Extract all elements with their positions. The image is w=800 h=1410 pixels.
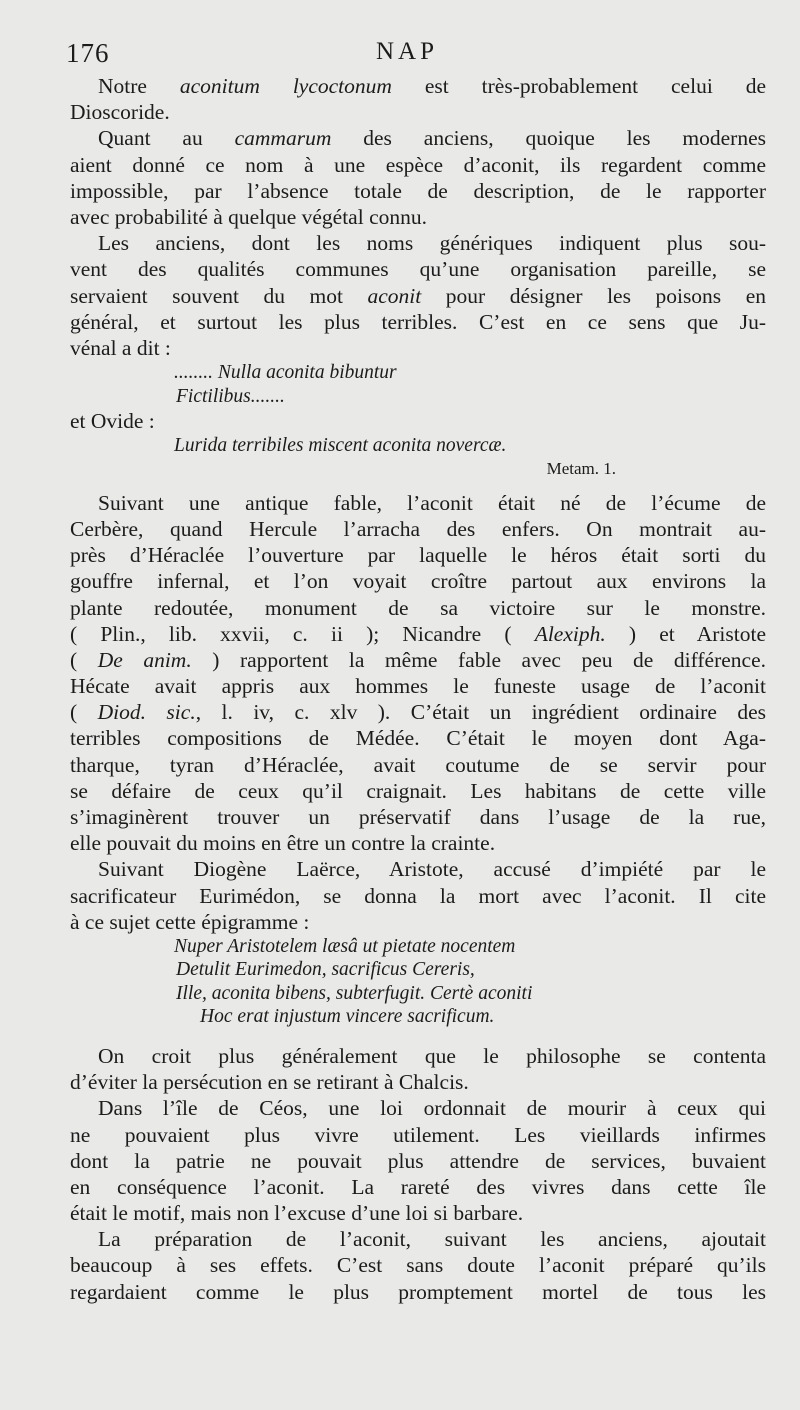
text-line: avec probabilité à quelque végétal connu. bbox=[70, 204, 427, 229]
text-line: regardaient comme le plus promptement mortel de tous les bbox=[70, 1279, 766, 1304]
text-line: Hécate avait appris aux hommes le funeste usage de l’aconit bbox=[70, 674, 766, 699]
text-line: Suivant une antique fable, l’aconit était né de l’écume de bbox=[98, 490, 766, 515]
text-line: sacrificateur Eurimédon, se donna la mort avec l’aconit. Il cite bbox=[70, 883, 766, 908]
text-line: beaucoup à ses effets. C’est sans doute l’aconit préparé qu’ils bbox=[70, 1253, 766, 1278]
text-line: était le motif, mais non l’excuse d’une loi si barbare. bbox=[70, 1201, 524, 1226]
text-line: vénal a dit : bbox=[70, 335, 171, 360]
verse-line: Lurida terribiles miscent aconita novercæ. bbox=[174, 435, 507, 457]
text-line: elle pouvait du moins en être un contre la crainte. bbox=[70, 831, 496, 856]
text-line: ( Diod. sic., l. iv, c. xlv ). C’était un ingrédient ordinaire des bbox=[70, 700, 766, 725]
verse-source: Metam. 1. bbox=[546, 458, 616, 478]
text-line: terribles compositions de Médée. C’était le moyen dont Aga- bbox=[70, 726, 766, 751]
text-line: s’imaginèrent trouver un préservatif dans l’usage de la rue, bbox=[70, 805, 766, 829]
text-line: Dioscoride. bbox=[70, 100, 170, 125]
text-line: gouffre infernal, et l’on voyait croître partout aux environs la bbox=[70, 569, 766, 594]
text-line: Quant au cammarum des anciens, quoique les modernes bbox=[98, 126, 766, 151]
text-line: se défaire de ceux qu’il craignait. Les habitans de cette ville bbox=[70, 778, 766, 803]
text-line: Dans l’île de Céos, une loi ordonnait de mourir à ceux qui bbox=[98, 1096, 766, 1121]
text-line: en conséquence l’aconit. La rareté des vivres dans cette île bbox=[70, 1174, 766, 1199]
text-line: près d’Héraclée l’ouverture par laquelle le héros était sorti du bbox=[70, 543, 766, 568]
text-line: général, et surtout les plus terribles. C’est en ce sens que Ju- bbox=[70, 309, 766, 334]
text-line: aient donné ce nom à une espèce d’aconit, ils regardent comme bbox=[70, 152, 766, 177]
text-line: d’éviter la persécution en se retirant à Chalcis. bbox=[70, 1070, 469, 1095]
text-line: plante redoutée, monument de sa victoire sur le monstre. bbox=[70, 595, 766, 620]
text-line: et Ovide : bbox=[70, 409, 155, 434]
text-line: ne pouvaient plus vivre utilement. Les vieillards infirmes bbox=[70, 1122, 766, 1147]
text-line: vent des qualités communes qu’une organisation pareille, se bbox=[70, 257, 766, 282]
text-line: servaient souvent du mot aconit pour désigner les poisons en bbox=[70, 283, 766, 308]
text-line: ( Plin., lib. xxvii, c. ii ); Nicandre ( Alexiph. ) et Aristote bbox=[70, 621, 766, 646]
page-number: 176 bbox=[66, 38, 110, 68]
verse-line: Detulit Eurimedon, sacrificus Cereris, bbox=[176, 959, 475, 981]
verse-line: Nuper Aristotelem læsâ ut pietate nocentem bbox=[174, 935, 516, 957]
text-line: Suivant Diogène Laërce, Aristote, accusé d’impiété par le bbox=[98, 857, 766, 882]
text-line: Les anciens, dont les noms génériques indiquent plus sou- bbox=[98, 231, 766, 256]
page-body bbox=[70, 73, 766, 1305]
text-line: Cerbère, quand Hercule l’arracha des enfers. On montrait au- bbox=[70, 516, 766, 541]
verse-line: Ille, aconita bibens, subterfugit. Certè aconiti bbox=[176, 982, 533, 1004]
text-line: tharque, tyran d’Héraclée, avait coutume de se servir pour bbox=[70, 752, 766, 777]
text-line: à ce sujet cette épigramme : bbox=[70, 909, 310, 934]
text-line: ( De anim. ) rapportent la même fable avec peu de différence. bbox=[70, 647, 766, 672]
verse-line: Fictilibus....... bbox=[176, 385, 285, 407]
text-line: On croit plus généralement que le philosophe se contenta bbox=[98, 1043, 766, 1068]
page-header bbox=[66, 38, 752, 72]
text-line: La préparation de l’aconit, suivant les anciens, ajoutait bbox=[98, 1227, 766, 1252]
verse-line: ........ Nulla aconita bibuntur bbox=[174, 362, 397, 384]
verse-line: Hoc erat injustum vincere sacrificum. bbox=[200, 1006, 495, 1028]
running-head: NAP bbox=[376, 38, 439, 65]
text-line: Notre aconitum lycoctonum est très-probablement celui de bbox=[98, 74, 767, 98]
text-line: dont la patrie ne pouvait plus attendre de services, buvaient bbox=[70, 1148, 766, 1173]
text-line: impossible, par l’absence totale de description, de le rapporter bbox=[70, 178, 766, 203]
